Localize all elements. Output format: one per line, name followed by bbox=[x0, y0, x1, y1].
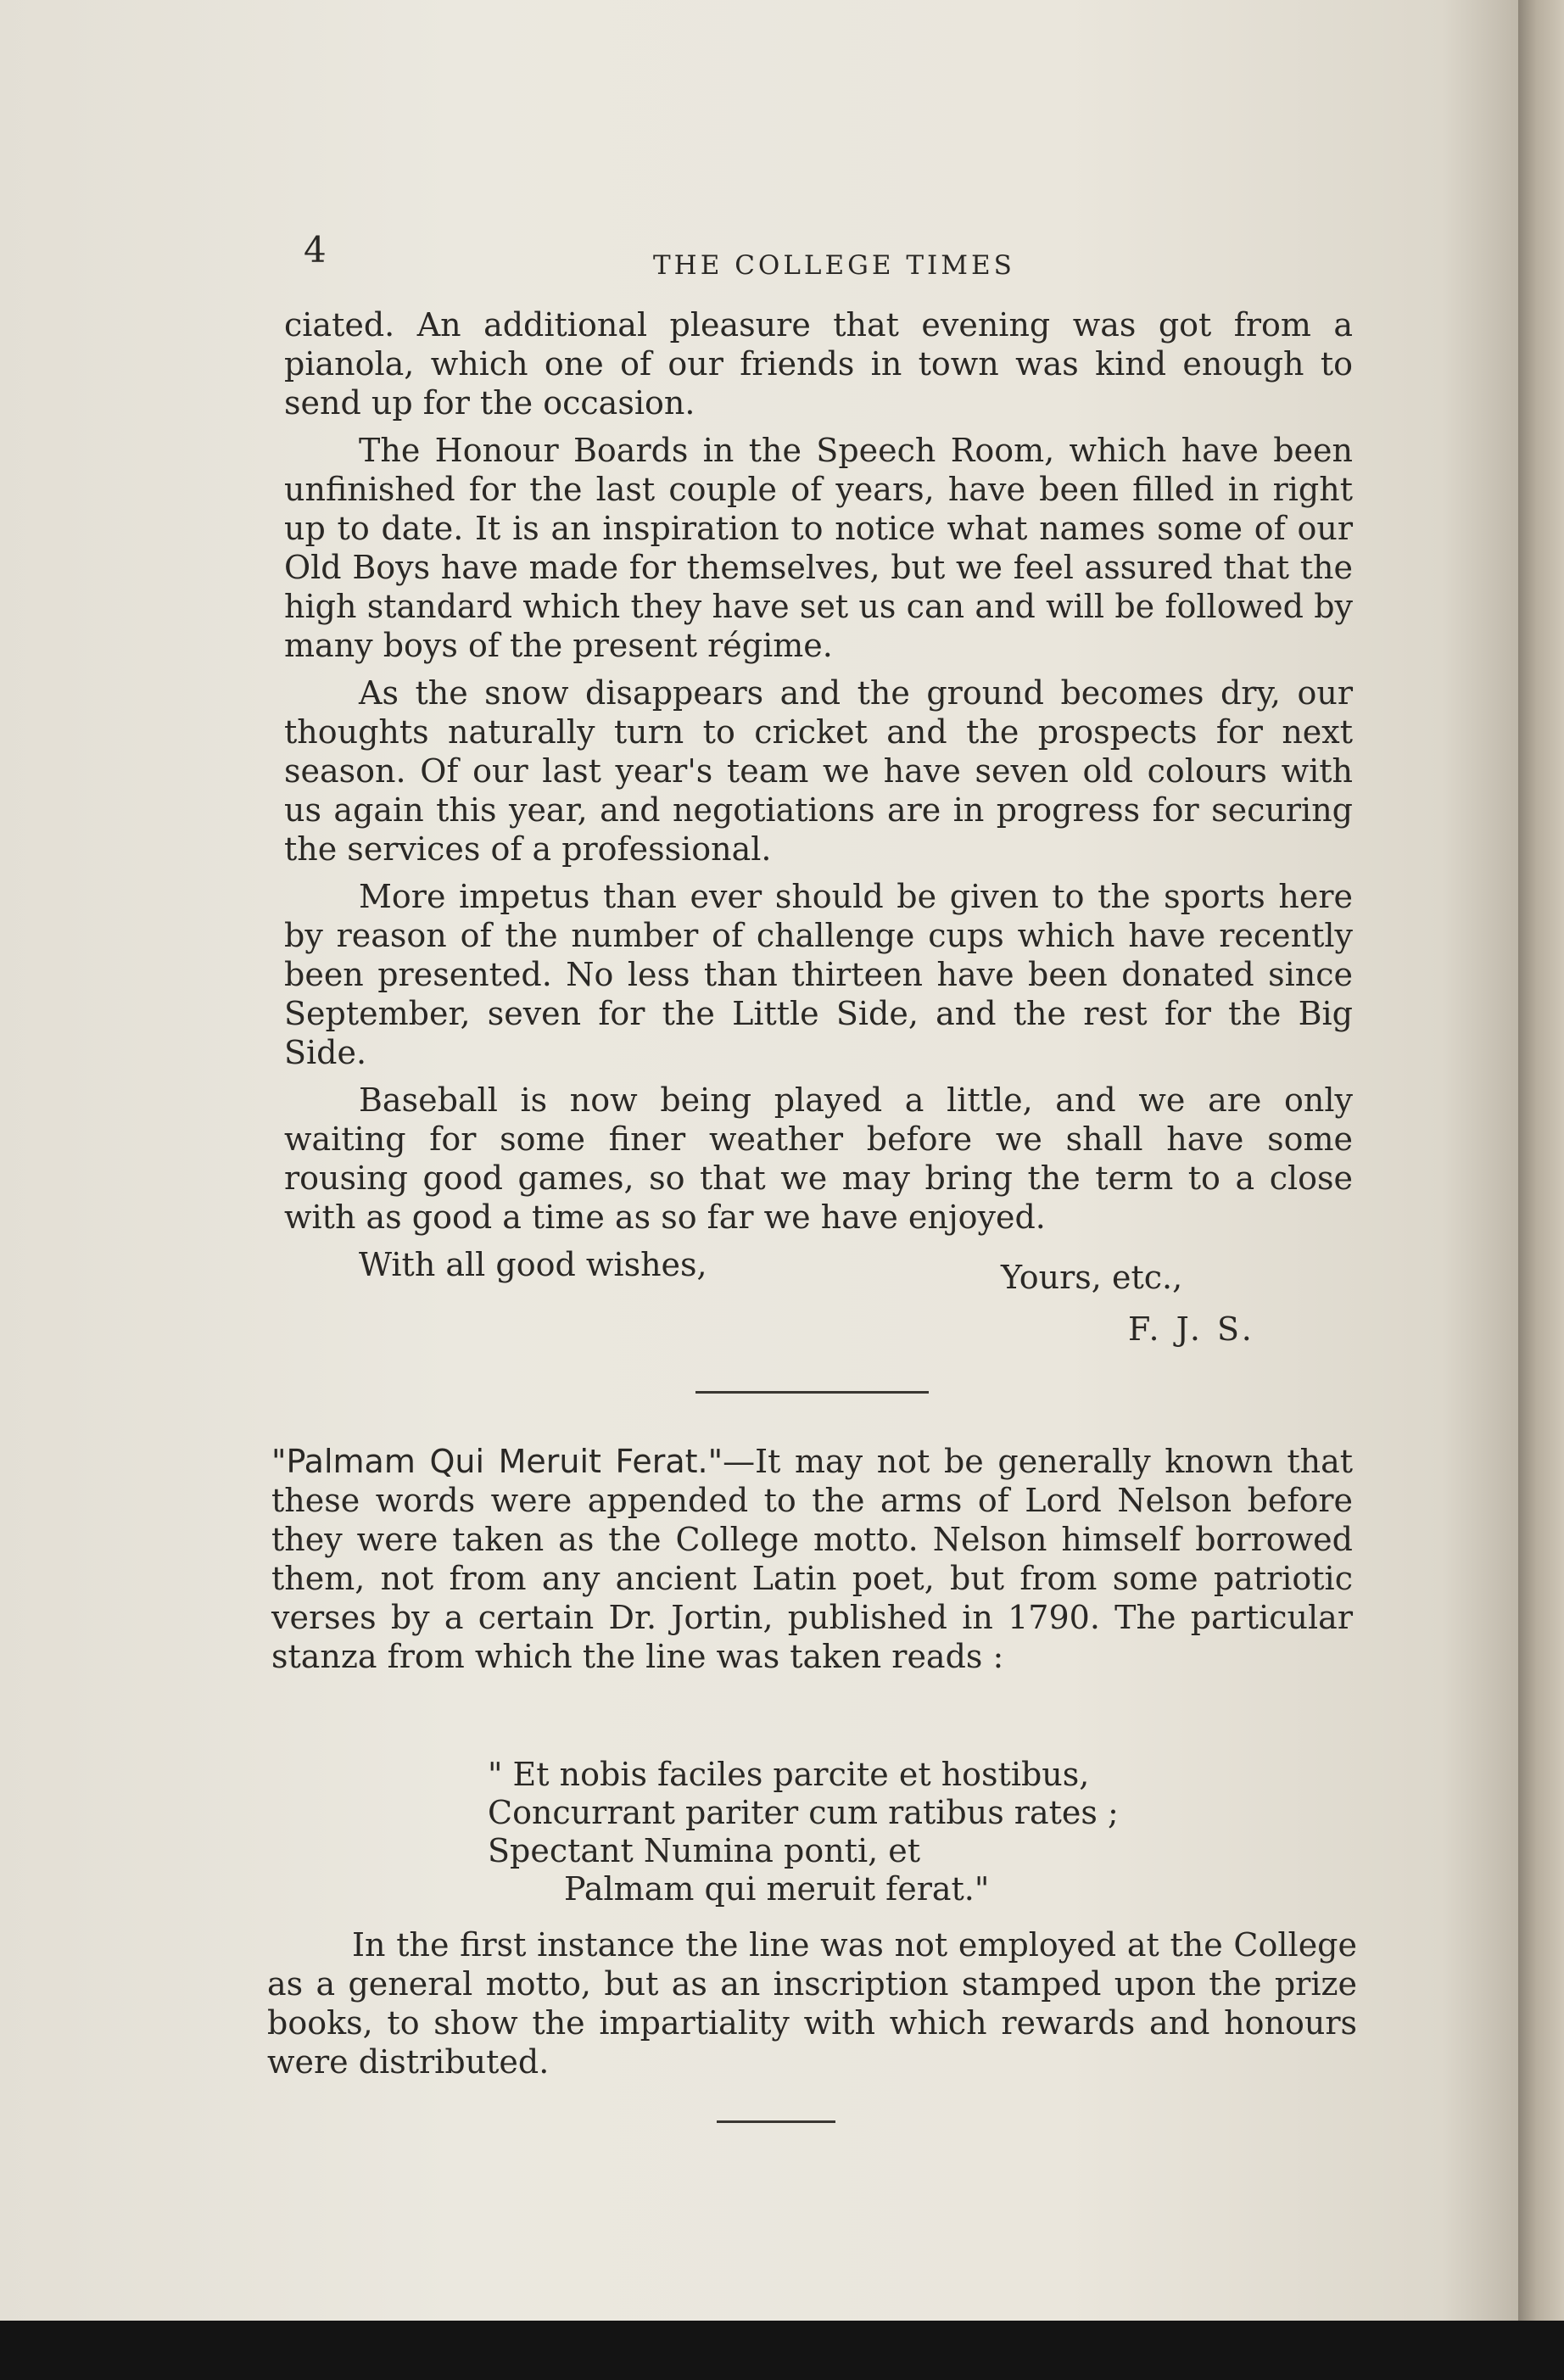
letter-signature: F. J. S. bbox=[1128, 1310, 1255, 1348]
paragraph: Baseball is now being played a little, and we are only waiting for some finer weather before we shall have some rousing good games, so that we may bring the term to a close with as good a time as so far we have enjoyed. bbox=[284, 1081, 1353, 1236]
end-divider bbox=[717, 2120, 835, 2123]
section-divider bbox=[695, 1391, 929, 1394]
verse-quote bbox=[488, 1756, 1119, 1908]
verse-line: Concurrant pariter cum ratibus rates ; bbox=[488, 1794, 1119, 1831]
paragraph: The Honour Boards in the Speech Room, which have been unfinished for the last couple of years, have been filled in right up to date. It is an inspiration to notice what names some of our Old Boys have made for themselves, but we feel assured that the high standard which they have set us can and will be followed by many boys of the present régime. bbox=[284, 432, 1353, 664]
page-number: 4 bbox=[304, 229, 327, 271]
motto-conclusion bbox=[267, 1925, 1357, 2081]
verse-line: " Et nobis faciles parcite et hostibus, bbox=[488, 1756, 1090, 1793]
running-head: THE COLLEGE TIMES bbox=[653, 250, 1015, 281]
paragraph: ciated. An additional pleasure that evening was got from a pianola, which one of our friends in town was kind enough to send up for the occasion. bbox=[284, 306, 1353, 422]
scan-border bbox=[0, 2321, 1564, 2380]
page-header bbox=[288, 229, 1366, 288]
paragraph: In the first instance the line was not employed at the College as a general motto, but as an inscription stamped upon the prize books, to show the impartiality with which rewards and honours were distributed. bbox=[267, 1926, 1357, 2081]
letter-body bbox=[284, 305, 1353, 1293]
paragraph: With all good wishes, bbox=[359, 1246, 707, 1283]
paragraph: More impetus than ever should be given to the sports here by reason of the number of challenge cups which have recently been presented. No less than thirteen have been donated since September, seven for the Little Side, and the rest for the Big Side. bbox=[284, 878, 1353, 1071]
letter-closing: Yours, etc., bbox=[1001, 1259, 1183, 1296]
paragraph: As the snow disappears and the ground becomes dry, our thoughts naturally turn to cricket and the prospects for next season. Of our last year's team we have seven old colours with us again this year, and negotiations are in progress for securing the services of a professional. bbox=[284, 674, 1353, 868]
page-edge bbox=[1518, 0, 1564, 2321]
motto-title: "Palmam Qui Meruit Ferat." bbox=[271, 1443, 723, 1480]
verse-line: Palmam qui meruit ferat." bbox=[564, 1870, 990, 1908]
motto-article bbox=[271, 1442, 1353, 1676]
motto-text: —It may not be generally known that these words were appended to the arms of Lord Nelson before they were taken as the College motto. Nelson himself borrowed them, not from any ancient Latin poet, but from some patriotic verses by a certain Dr. Jortin, published in 1790. The particular stanza from which the line was taken reads : bbox=[271, 1443, 1353, 1675]
verse-line: Spectant Numina ponti, et bbox=[488, 1832, 921, 1869]
